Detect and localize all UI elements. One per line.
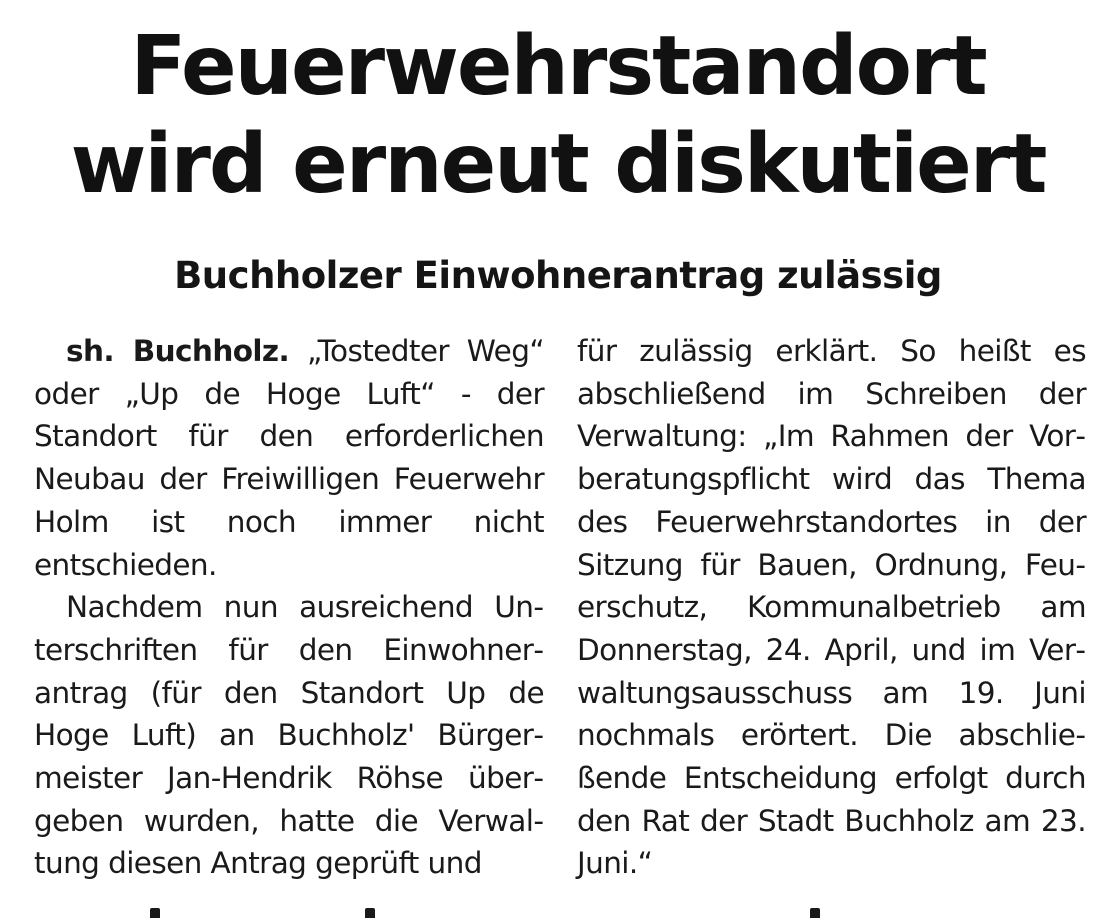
cutoff-glyph-fragment [810,908,820,918]
paragraph-1-text: „Tostedter Weg“ oder „Up de Hoge Luft“ - der Standort für den erforderlichen Neubau der Freiwilligen Feuerwehr Holm ist noch immer nicht entschieden. [34,334,545,582]
article-column-left [34,330,544,885]
headline-line-2: wird erneut diskutiert [70,117,1046,212]
article-column-right [577,330,1086,885]
dateline: sh. Buchholz. [66,334,290,368]
paragraph-3: für zulässig erklärt. So heißt es abschließend im Schreiben der Verwaltung: „Im Rahmen der Vorberatungspflicht wird das Thema des Feuerwehrstandortes in der Sitzung für Bauen, Ordnung, Feuerschutz, Kommunalbetrieb am Donnerstag, 24. April, und im Verwaltungsausschuss am 19. Juni nochmals erörtert. Die abschließende Entscheidung erfolgt durch den Rat der Stadt Buchholz am 23. Juni.“ [577,334,1086,881]
cutoff-glyph-fragment [150,908,160,918]
paragraph-2: Nachdem nun ausreichend Unterschriften für den Einwohnerantrag (für den Standort Up de Hoge Luft) an Buchholz' Bürgermeister Jan-Hendrik Röhse übergeben wurden, hatte die Verwaltung diesen Antrag geprüft und [34,590,544,881]
paragraph-1 [34,330,544,586]
headline-line-1: Feuerwehrstandort [130,19,986,114]
subheadline: Buchholzer Einwohnerantrag zulässig [174,254,942,297]
headline [0,18,1116,214]
cutoff-glyph-fragment [365,908,375,918]
